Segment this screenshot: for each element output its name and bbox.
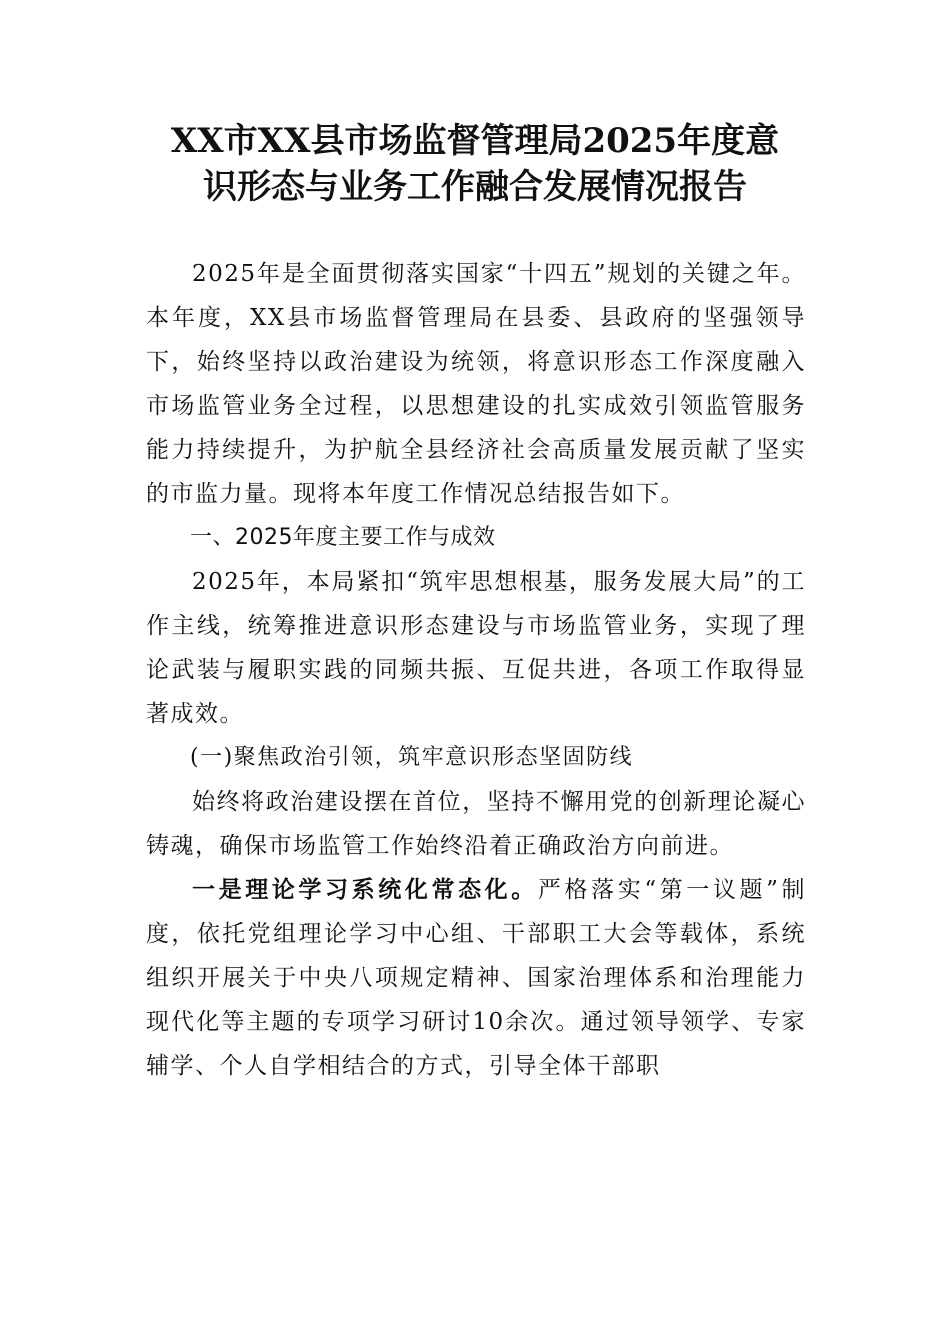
point-1-lead: 一是理论学习系统化常态化。	[192, 876, 538, 903]
section-1-paragraph: 2025年，本局紧扣“筑牢思想根基，服务发展大局”的工作主线，统筹推进意识形态建设与市场监管业务，实现了理论武装与履职实践的同频共振、互促共进，各项工作取得显著成效。	[146, 569, 806, 727]
title-line-2: 识形态与业务工作融合发展情况报告	[203, 167, 747, 207]
point-1-paragraph	[146, 868, 806, 1088]
point-1-text: 严格落实“第一议题”制度，依托党组理论学习中心组、干部职工大会等载体，系统组织开展关于中央八项规定精神、国家治理体系和治理能力现代化等主题的专项学习研讨10余次。通过领导领学、专家辅学、个人自学相结合的方式，引导全体干部职	[146, 877, 806, 1079]
document-title	[150, 118, 800, 210]
subsection-1-paragraph: 始终将政治建设摆在首位，坚持不懈用党的创新理论凝心铸魂，确保市场监管工作始终沿着正确政治方向前进。	[146, 789, 806, 859]
section-1-heading: 一、2025年度主要工作与成效	[190, 525, 496, 550]
subsection-1-heading: (一)聚焦政治引领，筑牢意识形态坚固防线	[190, 745, 634, 770]
intro-paragraph: 2025年是全面贯彻落实国家“十四五”规划的关键之年。本年度，XX县市场监督管理局在县委、县政府的坚强领导下，始终坚持以政治建设为统领，将意识形态工作深度融入市场监管业务全过程，以思想建设的扎实成效引领监管服务能力持续提升，为护航全县经济社会高质量发展贡献了坚实的市监力量。现将本年度工作情况总结报告如下。	[146, 261, 806, 507]
document-body	[146, 252, 806, 1088]
title-line-1: XX市XX县市场监督管理局2025年度意	[170, 121, 780, 161]
